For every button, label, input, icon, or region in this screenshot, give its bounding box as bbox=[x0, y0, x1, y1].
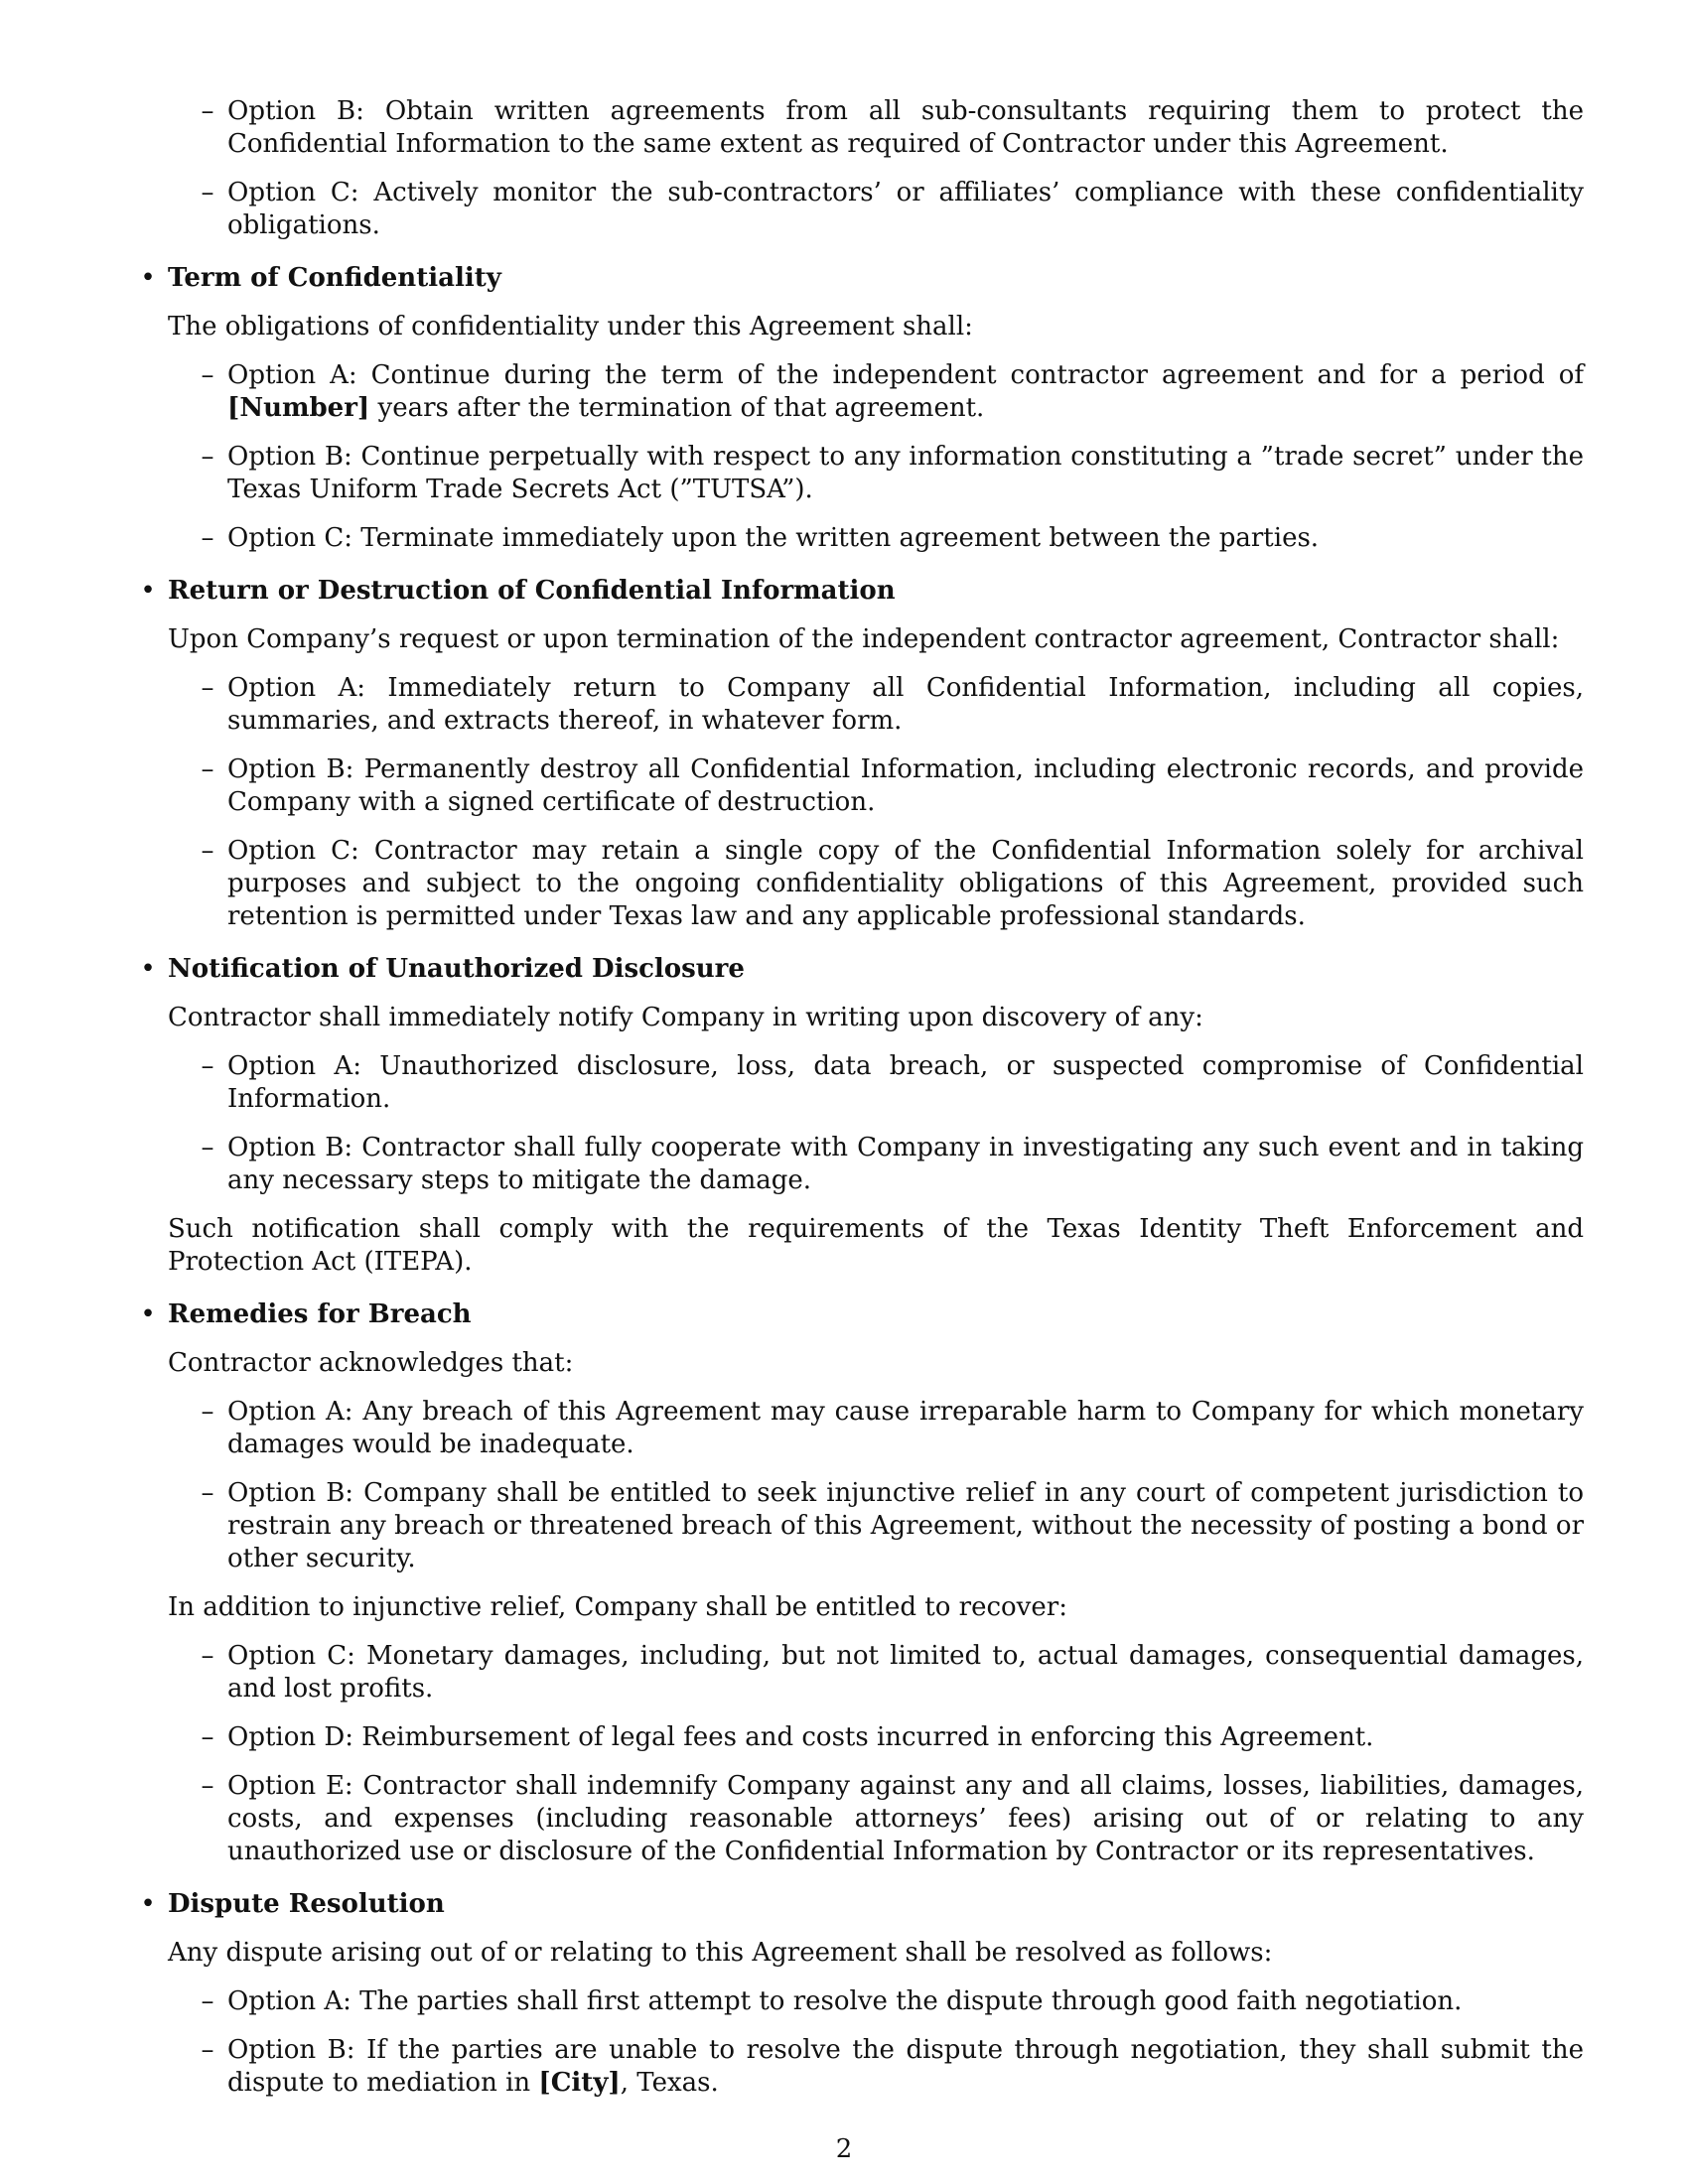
option-text: Option D: Reimbursement of legal fees and costs incurred in enforcing this Agreement. bbox=[227, 1722, 1374, 1752]
option-item bbox=[201, 1640, 1584, 1706]
option-item bbox=[201, 753, 1584, 819]
option-text: , Texas. bbox=[620, 2068, 719, 2098]
option-text: Option A: Continue during the term of the independent contractor agreement and for a period of bbox=[227, 360, 1584, 390]
option-item bbox=[201, 177, 1584, 242]
dash-marker: – bbox=[201, 836, 214, 866]
section-intro-secondary: In addition to injunctive relief, Company shall be entitled to recover: bbox=[168, 1592, 1067, 1622]
bullet-marker: • bbox=[140, 1299, 156, 1329]
option-text: Option B: If the parties are unable to resolve the dispute through negotiation, they shall submit the dispute to mediation in bbox=[227, 2035, 1584, 2098]
option-item bbox=[201, 522, 1584, 555]
option-text: Option C: Terminate immediately upon the written agreement between the parties. bbox=[227, 523, 1320, 553]
section-heading: Notification of Unauthorized Disclosure bbox=[168, 954, 745, 984]
option-item bbox=[201, 95, 1584, 161]
option-text: Option B: Contractor shall fully cooperate with Company in investigating any such event and in taking any necessary steps to mitigate the damage. bbox=[227, 1133, 1584, 1195]
bracket-open: [ bbox=[538, 2068, 551, 2098]
section-notification bbox=[0, 953, 1688, 1279]
option-text: Option A: Any breach of this Agreement may cause irreparable harm to Company for which monetary damages would be inadequate. bbox=[227, 1397, 1584, 1459]
option-text: Option C: Contractor may retain a single copy of the Confidential Information solely for archival purposes and subject to the ongoing confidentiality obligations of this Agreement, provided such retention is permitted under Texas law and any applicable professional standards. bbox=[227, 836, 1584, 931]
page-number: 2 bbox=[835, 2134, 853, 2164]
dash-marker: – bbox=[201, 673, 214, 703]
dash-marker: – bbox=[201, 96, 214, 126]
bracket-open: [ bbox=[227, 393, 240, 423]
bracket-close: ] bbox=[356, 393, 370, 423]
dash-marker: – bbox=[201, 442, 214, 472]
option-item bbox=[201, 1985, 1584, 2018]
option-item bbox=[201, 1050, 1584, 1116]
dash-marker: – bbox=[201, 1397, 214, 1427]
option-item bbox=[201, 1721, 1584, 1754]
section-intro: The obligations of confidentiality under this Agreement shall: bbox=[168, 312, 973, 341]
option-item bbox=[201, 1396, 1584, 1461]
option-text: Option A: Immediately return to Company all Confidential Information, including all copies, summaries, and extracts thereof, in whatever form. bbox=[227, 673, 1584, 736]
section-heading: Dispute Resolution bbox=[168, 1889, 445, 1919]
option-text: Option A: The parties shall first attempt to resolve the dispute through good faith negotiation. bbox=[227, 1986, 1463, 2016]
bullet-marker: • bbox=[140, 263, 156, 293]
section-term-of-confidentiality bbox=[0, 262, 1688, 555]
dash-marker: – bbox=[201, 1641, 214, 1671]
dash-marker: – bbox=[201, 178, 214, 207]
dash-marker: – bbox=[201, 523, 214, 553]
option-item bbox=[201, 1770, 1584, 1868]
option-item bbox=[201, 441, 1584, 506]
dash-marker: – bbox=[201, 1133, 214, 1162]
option-item bbox=[201, 672, 1584, 738]
option-item bbox=[201, 1132, 1584, 1197]
dash-marker: – bbox=[201, 1478, 214, 1508]
dash-marker: – bbox=[201, 1051, 214, 1081]
document-body bbox=[0, 95, 1688, 2119]
section-dispute-resolution bbox=[0, 1888, 1688, 2100]
section-intro: Contractor acknowledges that: bbox=[168, 1348, 574, 1378]
section-intro: Any dispute arising out of or relating to this Agreement shall be resolved as follows: bbox=[168, 1938, 1273, 1968]
option-text: Option C: Actively monitor the sub-contractors’ or affiliates’ compliance with these confidentiality obligations. bbox=[227, 178, 1584, 240]
continued-options bbox=[0, 95, 1688, 242]
dash-marker: – bbox=[201, 1986, 214, 2016]
option-text: Option B: Permanently destroy all Confidential Information, including electronic records, and provide Company with a signed certificate of destruction. bbox=[227, 754, 1584, 817]
section-return-or-destruction bbox=[0, 575, 1688, 933]
option-item bbox=[201, 835, 1584, 933]
section-heading: Remedies for Breach bbox=[168, 1299, 472, 1329]
dash-marker: – bbox=[201, 1722, 214, 1752]
dash-marker: – bbox=[201, 1771, 214, 1801]
option-text: Option A: Unauthorized disclosure, loss, data breach, or suspected compromise of Confidential Information. bbox=[227, 1051, 1584, 1114]
option-text: Option B: Continue perpetually with respect to any information constituting a ”trade secret” under the Texas Uniform Trade Secrets Act (”TUTSA”). bbox=[227, 442, 1584, 504]
bullet-marker: • bbox=[140, 576, 156, 606]
option-text: Option C: Monetary damages, including, but not limited to, actual damages, consequential damages, and lost profits. bbox=[227, 1641, 1584, 1704]
bracket-close: ] bbox=[608, 2068, 621, 2098]
section-intro: Contractor shall immediately notify Company in writing upon discovery of any: bbox=[168, 1003, 1203, 1032]
section-heading: Return or Destruction of Confidential Information bbox=[168, 576, 896, 606]
bullet-marker: • bbox=[140, 1889, 156, 1919]
option-text: Option B: Company shall be entitled to seek injunctive relief in any court of competent jurisdiction to restrain any breach or threatened breach of this Agreement, without the necessity of posting a bond or other security. bbox=[227, 1478, 1584, 1573]
section-intro: Upon Company’s request or upon termination of the independent contractor agreement, Contractor shall: bbox=[168, 624, 1560, 654]
section-heading: Term of Confidentiality bbox=[168, 263, 501, 293]
dash-marker: – bbox=[201, 360, 214, 390]
option-text: Option B: Obtain written agreements from all sub-consultants requiring them to protect the Confidential Information to the same extent as required of Contractor under this Agreement. bbox=[227, 96, 1584, 159]
option-item bbox=[201, 359, 1584, 425]
section-closing: Such notification shall comply with the requirements of the Texas Identity Theft Enforcement and Protection Act (ITEPA). bbox=[168, 1214, 1584, 1277]
dash-marker: – bbox=[201, 2035, 214, 2065]
dash-marker: – bbox=[201, 754, 214, 784]
option-item bbox=[201, 2034, 1584, 2100]
option-item bbox=[201, 1477, 1584, 1575]
bullet-marker: • bbox=[140, 954, 156, 984]
placeholder-number: Number bbox=[239, 393, 357, 423]
option-text: years after the termination of that agreement. bbox=[369, 393, 985, 423]
option-text: Option E: Contractor shall indemnify Company against any and all claims, losses, liabilities, damages, costs, and expenses (including reasonable attorneys’ fees) arising out of or relating to any unauthorized use or disclosure of the Confidential Information by Contractor or its representatives. bbox=[227, 1771, 1584, 1866]
placeholder-city: City bbox=[550, 2068, 609, 2098]
section-remedies bbox=[0, 1298, 1688, 1868]
